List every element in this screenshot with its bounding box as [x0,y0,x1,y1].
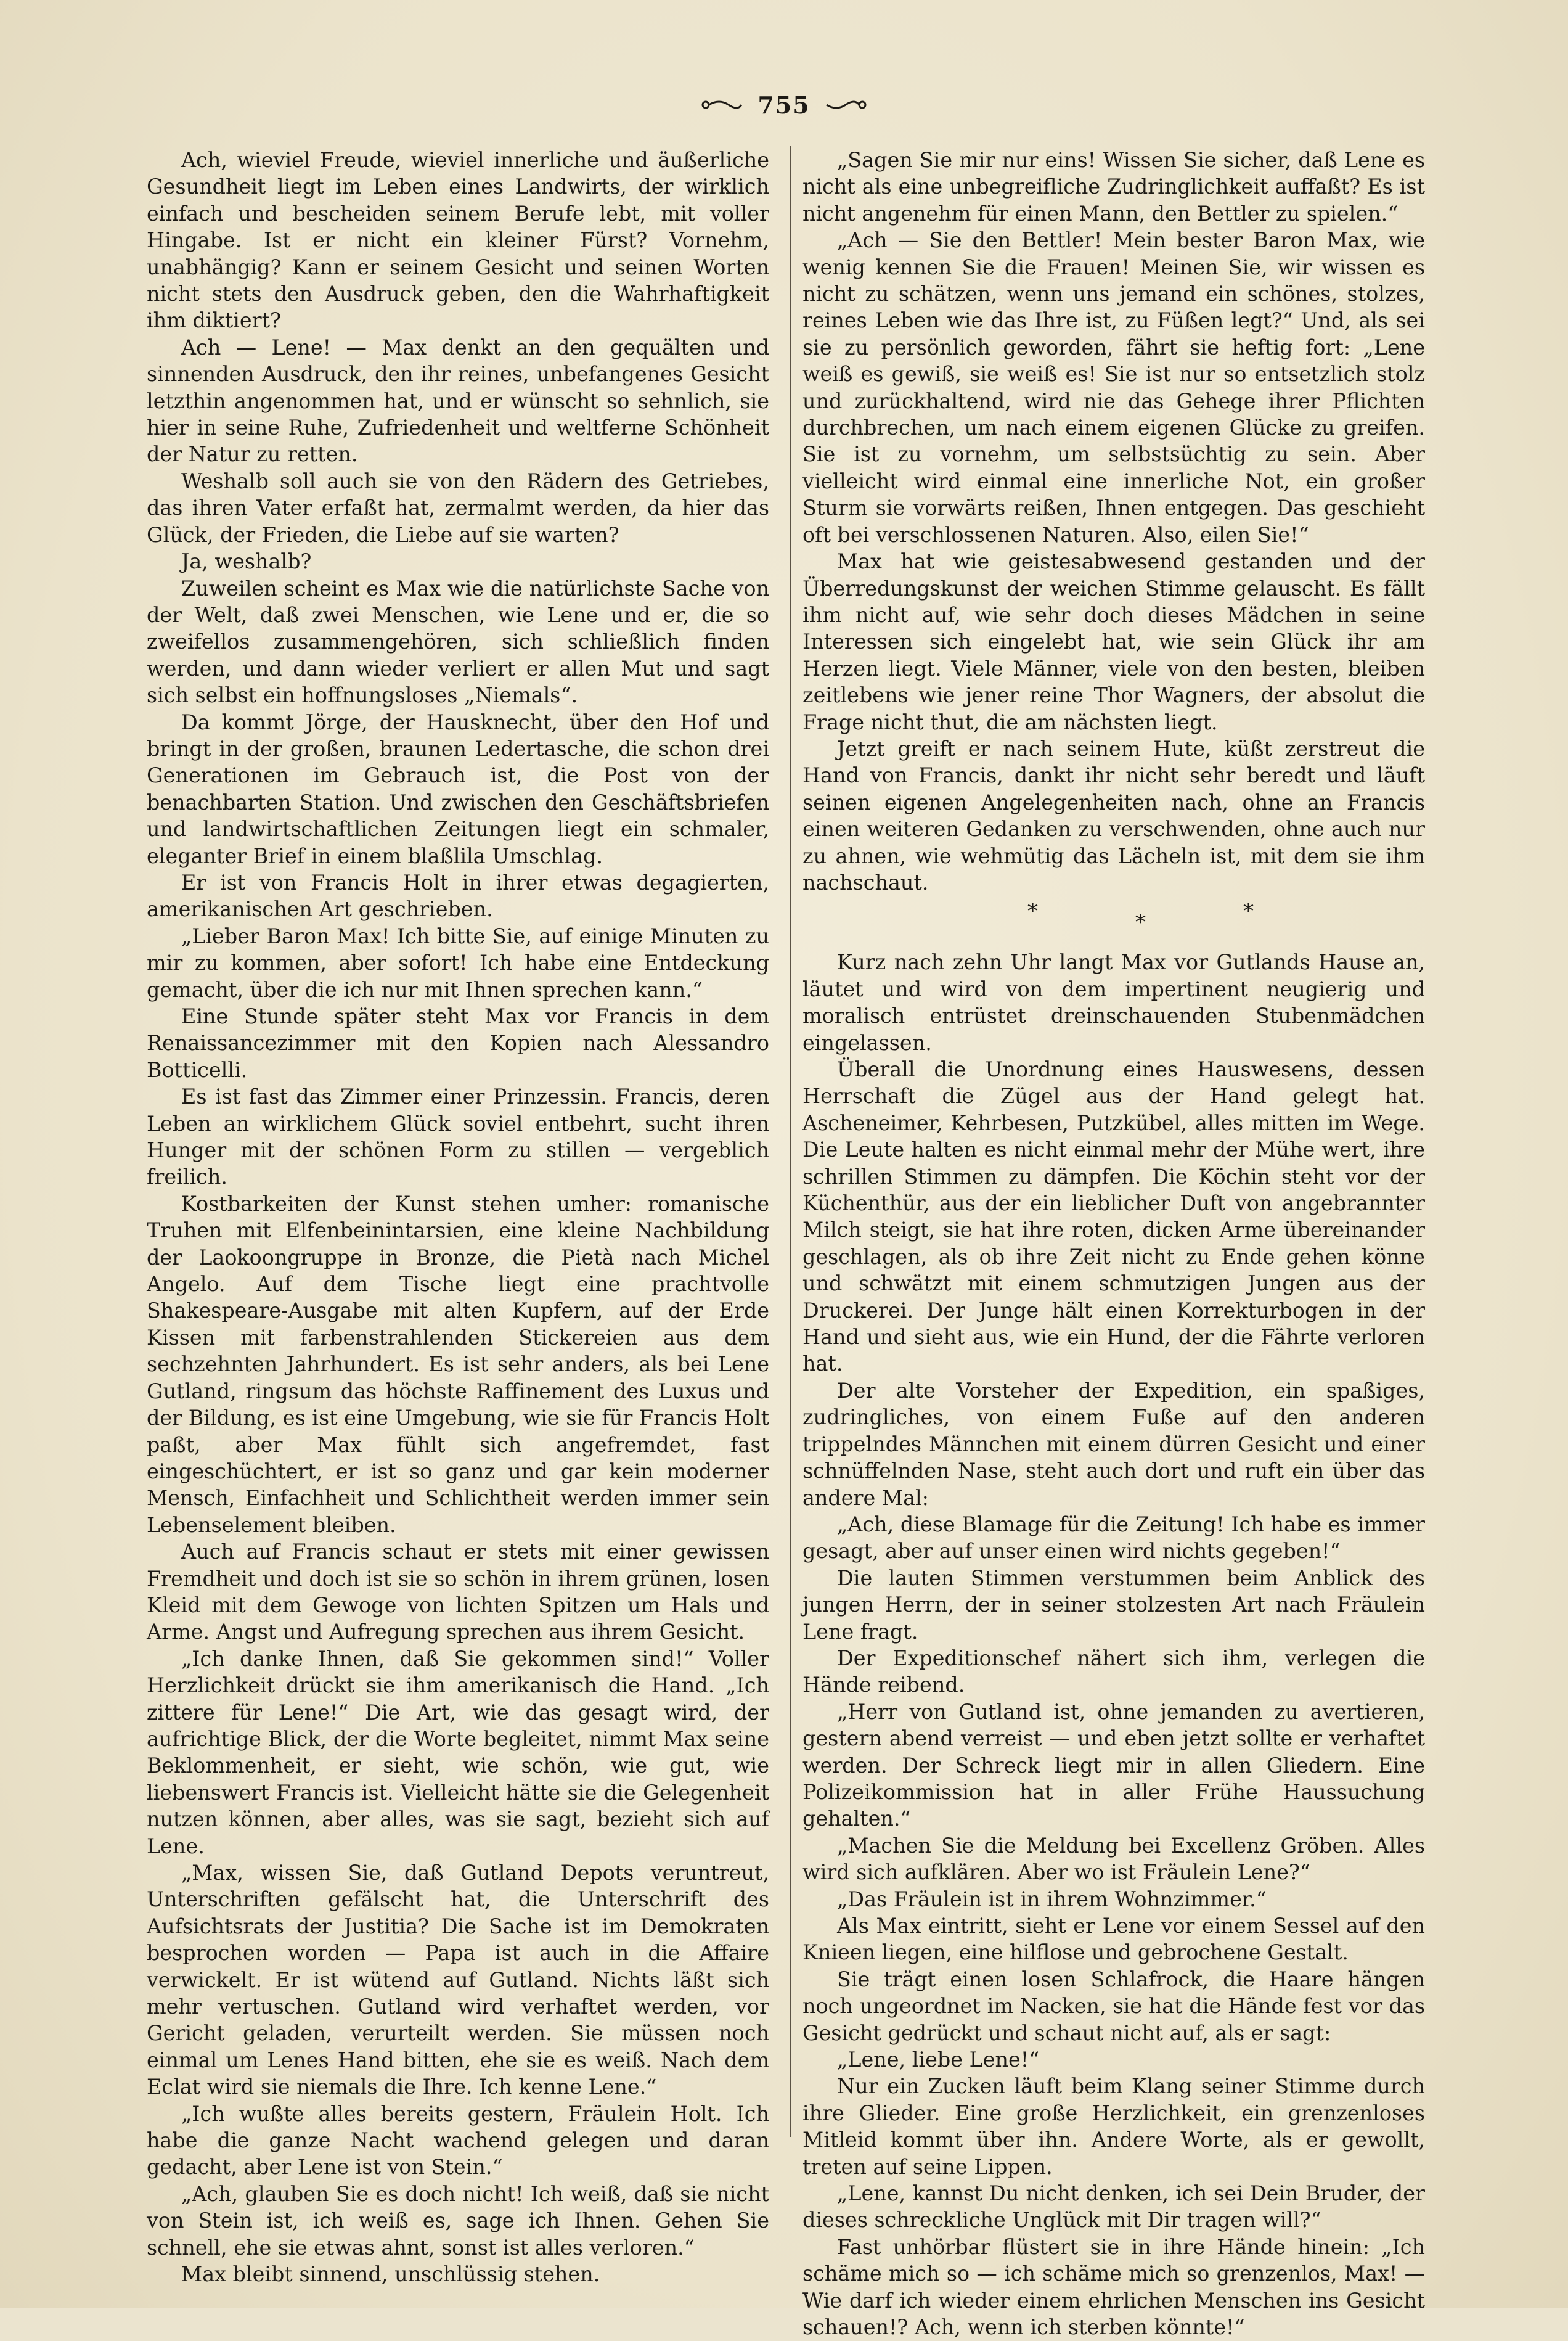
paragraph: „Das Fräulein ist in ihrem Wohnzimmer.“ [837,1887,1267,1911]
paragraph: Da kommt Jörge, der Hausknecht, über den Hof und bringt in der großen, braunen Ledertasche, die schon drei Generationen im Gebrauch ist, die Post von der benachbarten Station. Und zwischen den Geschäftsbriefen und landwirtschaftlichen Zeitungen liegt ein schmaler, eleganter Brief in einem blaßlila Umschlag. [147,710,769,868]
right-column [802,147,1425,2341]
paragraph: Es ist fast das Zimmer einer Prinzessin. Francis, deren Leben an wirklichem Glück soviel entbehrt, sucht ihren Hunger mit der schönen Form zu stillen — vergeblich freilich. [147,1084,769,1189]
paragraph: „Sagen Sie mir nur eins! Wissen Sie sicher, daß Lene es nicht als eine unbegreifliche Zudringlichkeit auffaßt? Es ist nicht angenehm für einen Mann, den Bettler zu spielen.“ [802,148,1425,226]
paragraph: Ach, wieviel Freude, wieviel innerliche und äußerliche Gesundheit liegt im Leben eines Landwirts, der wirklich einfach und bescheiden seinem Berufe lebt, mit voller Hingabe. Ist er nicht ein kleiner Fürst? Vornehm, unabhängig? Kann er seinem Gesicht und seinen Worten nicht stets den Ausdruck geben, den die Wahrhaftigkeit ihm diktiert? [147,148,769,333]
paragraph: Überall die Unordnung eines Hauswesens, dessen Herrschaft die Zügel aus der Hand gelegt hat. Ascheneimer, Kehrbesen, Putzkübel, alles mitten im Wege. Die Leute halten es nicht einmal mehr der Mühe wert, ihre schrillen Stimmen zu dämpfen. Die Köchin steht vor der Küchenthür, aus der ein lieblicher Duft von angebrannter Milch steigt, sie hat ihre roten, dicken Arme übereinander geschlagen, als ob ihre Zeit nicht zu Ende gehen könne und schwätzt mit einem schmutzigen Jungen aus der Druckerei. Der Junge hält einen Korrekturbogen in der Hand und sieht aus, wie ein Hund, der die Fährte verloren hat. [802,1057,1425,1376]
paragraph: Die lauten Stimmen verstummen beim Anblick des jungen Herrn, der in seiner stolzesten Art nach Fräulein Lene fragt. [802,1565,1425,1644]
left-ornament-icon [701,97,744,112]
paragraph: Zuweilen scheint es Max wie die natürlichste Sache von der Welt, daß zwei Menschen, wie Lene und er, die so zweifellos zusammengehören, sich schließlich finden werden, und dann wieder verliert er allen Mut und sagt sich selbst ein hoffnungsloses „Niemals“. [147,576,769,708]
paragraph: Eine Stunde später steht Max vor Francis in dem Renaissancezimmer mit den Kopien nach Alessandro Botticelli. [147,1004,769,1082]
paragraph: „Max, wissen Sie, daß Gutland Depots veruntreut, Unterschriften gefälscht hat, die Unterschrift des Aufsichtsrats der Justitia? Die Sache ist im Demokraten besprochen worden — Papa ist auch in die Affaire verwickelt. Er ist wütend auf Gutland. Nichts läßt sich mehr vertuschen. Gutland wird verhaftet werden, vor Gericht geladen, verurteilt werden. Sie müssen noch einmal um Lenes Hand bitten, ehe sie es weiß. Nach dem Eclat wird sie niemals die Ihre. Ich kenne Lene.“ [147,1861,769,2099]
paragraph: Jetzt greift er nach seinem Hute, küßt zerstreut die Hand von Francis, dankt ihr nicht sehr beredt und läuft seinen eigenen Angelegenheiten nach, ohne an Francis einen weiteren Gedanken zu verschwenden, ohne auch nur zu ahnen, wie wehmütig das Lächeln ist, mit dem sie ihm nachschaut. [802,736,1425,895]
paragraph: „Lene, liebe Lene!“ [837,2048,1040,2072]
paragraph: „Ach, glauben Sie es doch nicht! Ich weiß, daß sie nicht von Stein ist, ich weiß es, sage ich Ihnen. Gehen Sie schnell, ehe sie etwas ahnt, sonst ist alles verloren.“ [147,2181,769,2260]
paragraph: Fast unhörbar flüstert sie in ihre Hände hinein: „Ich schäme mich so — ich schäme mich so grenzenlos, Max! — Wie darf ich wieder einem ehrlichen Menschen ins Gesicht schauen!? Ach, wenn ich sterben könnte!“ [802,2234,1425,2340]
paragraph: „Lieber Baron Max! Ich bitte Sie, auf einige Minuten zu mir zu kommen, aber sofort! Ich habe eine Entdeckung gemacht, über die ich nur mit Ihnen sprechen kann.“ [147,924,769,1002]
paragraph: „Ach — Sie den Bettler! Mein bester Baron Max, wie wenig kennen Sie die Frauen! Meinen Sie, wir wissen es nicht zu schätzen, wenn uns jemand ein schönes, stolzes, reines Leben wie das Ihre ist, zu Füßen legt?“ Und, als sei sie zu persönlich geworden, fährt sie heftig fort: „Lene weiß es gewiß, sie weiß es! Sie ist nur so entsetzlich stolz und zurückhaltend, wird nie das Gehege ihrer Pflichten durchbrechen, um nach einem eigenen Glücke zu greifen. Sie ist zu vornehm, um selbstsüchtig zu sein. Aber vielleicht wird einmal eine innerliche Not, ein großer Sturm sie vorwärts reißen, Ihnen entgegen. Das geschieht oft bei verschlossenen Naturen. Also, eilen Sie!“ [802,228,1425,547]
right-ornament-icon [824,97,867,112]
paragraph: Kurz nach zehn Uhr langt Max vor Gutlands Hause an, läutet und wird von dem impertinent neugierig und moralisch entrüstet dreinschauenden Stubenmädchen eingelassen. [802,950,1425,1055]
asterisk: * [1135,910,1146,935]
section-break [802,896,1425,949]
asterisk: * [1027,899,1038,924]
paragraph: „Ich wußte alles bereits gestern, Fräulein Holt. Ich habe die ganze Nacht wachend gelegen und daran gedacht, aber Lene ist von Stein.“ [147,2101,769,2179]
paragraph: Max hat wie geistesabwesend gestanden und der Überredungskunst der weichen Stimme gelauscht. Es fällt ihm nicht auf, wie sehr doch dieses Mädchen in seine Interessen sich eingelebt hat, wie sein Glück ihr am Herzen liegt. Viele Männer, viele von den besten, bleiben zeitlebens wie jener reine Thor Wagners, der absolut die Frage nicht thut, die am nächsten liegt. [802,549,1425,734]
paragraph: „Ich danke Ihnen, daß Sie gekommen sind!“ Voller Herzlichkeit drückt sie ihm amerikanisch die Hand. „Ich zittere für Lene!“ Die Art, wie das gesagt wird, der aufrichtige Blick, der die Worte begleitet, nimmt Max seine Beklommenheit, er sieht, wie schön, wie gut, wie liebenswert Francis ist. Vielleicht hätte sie die Gelegenheit nutzen können, aber alles, was sie sagt, bezieht sich auf Lene. [147,1646,769,1858]
paragraph: „Machen Sie die Meldung bei Excellenz Gröben. Alles wird sich aufklären. Aber wo ist Fräulein Lene?“ [802,1833,1425,1885]
paragraph: Kostbarkeiten der Kunst stehen umher: romanische Truhen mit Elfenbeinintarsien, eine kleine Nachbildung der Laokoongruppe in Bronze, die Pietà nach Michel Angelo. Auf dem Tische liegt eine prachtvolle Shakespeare-Ausgabe mit alten Kupfern, auf der Erde Kissen mit farbenstrahlenden Stickereien aus dem sechzehnten Jahrhundert. Es ist sehr anders, als bei Lene Gutland, ringsum das höchste Raffinement des Luxus und der Bildung, es ist eine Umgebung, wie sie für Francis Holt paßt, aber Max fühlt sich angefremdet, fast eingeschüchtert, er ist so ganz und gar kein moderner Mensch, Einfachheit und Schlichtheit werden immer sein Lebenselement bleiben. [147,1191,769,1537]
paragraph: Der alte Vorsteher der Expedition, ein spaßiges, zudringliches, von einem Fuße auf den anderen trippelndes Männchen mit einem dürren Gesicht und einer schnüffelnden Nase, steht auch dort und ruft ein über das andere Mal: [802,1378,1425,1510]
asterisk: * [1243,899,1254,924]
paragraph: Weshalb soll auch sie von den Rädern des Getriebes, das ihren Vater erfaßt hat, zermalmt werden, da hier das Glück, der Frieden, die Liebe auf sie warten? [147,469,769,547]
page-number: 755 [757,91,811,119]
paragraph: Als Max eintritt, sieht er Lene vor einem Sessel auf den Knieen liegen, eine hilflose und gebrochene Gestalt. [802,1914,1425,1965]
paragraph: „Lene, kannst Du nicht denken, ich sei Dein Bruder, der dieses schreckliche Unglück mit Dir tragen will?“ [802,2181,1425,2232]
column-rule [790,146,791,2137]
paragraph: Er ist von Francis Holt in ihrer etwas degagierten, amerikanischen Art geschrieben. [147,870,769,922]
left-column [147,147,769,2288]
paragraph: „Ach, diese Blamage für die Zeitung! Ich habe es immer gesagt, aber auf unser einen wird nichts gegeben!“ [802,1512,1425,1564]
paragraph: Ach — Lene! — Max denkt an den gequälten und sinnenden Ausdruck, den ihr reines, unbefangenes Gesicht letzthin angenommen hat, und er wünscht so sehnlich, sie hier in seine Ruhe, Zufriedenheit und weltferne Schönheit der Natur zu retten. [147,335,769,467]
paragraph: Sie trägt einen losen Schlafrock, die Haare hängen noch ungeordnet im Nacken, sie hat die Hände fest vor das Gesicht gedrückt und schaut nicht auf, als er sagt: [802,1967,1425,2045]
paragraph: „Herr von Gutland ist, ohne jemanden zu avertieren, gestern abend verreist — und eben jetzt sollte er verhaftet werden. Der Schreck liegt mir in allen Gliedern. Eine Polizeikommission hat in aller Frühe Haussuchung gehalten.“ [802,1699,1425,1831]
paragraph: Der Expeditionschef nähert sich ihm, verlegen die Hände reibend. [802,1646,1425,1697]
paragraph: Auch auf Francis schaut er stets mit einer gewissen Fremdheit und doch ist sie so schön in ihrem grünen, losen Kleid mit dem Gewoge von lichten Spitzen um Hals und Arme. Angst und Aufregung sprechen aus ihrem Gesicht. [147,1539,769,1644]
page-header [0,86,1568,123]
paragraph: Max bleibt sinnend, unschlüssig stehen. [181,2262,600,2287]
paragraph: Nur ein Zucken läuft beim Klang seiner Stimme durch ihre Glieder. Eine große Herzlichkeit, ein grenzenloses Mitleid kommt über ihn. Andere Worte, als er gewollt, treten auf seine Lippen. [802,2074,1425,2179]
paragraph: Ja, weshalb? [181,549,312,574]
